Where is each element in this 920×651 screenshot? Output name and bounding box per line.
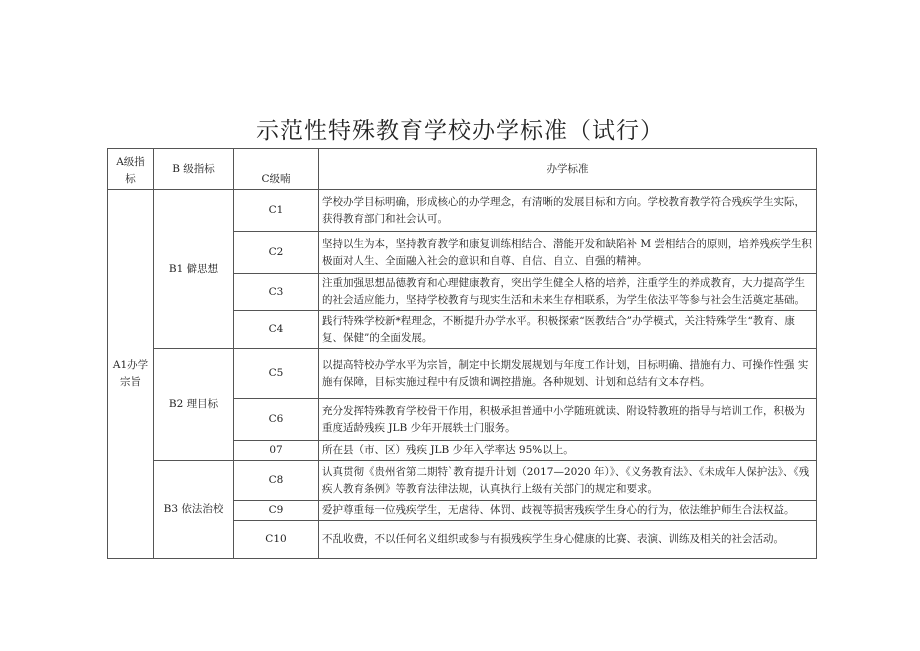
table-row <box>108 190 817 232</box>
header-row <box>108 149 817 190</box>
b-indicator-cell: B1 僻思想 <box>154 190 234 349</box>
standard-text-cell: 践行特殊学校新*程理念，不断提升办学水平。积极探索“医教结合”办学模式，关注特殊学生“教育、康复、保健”的全面发展。 <box>319 311 817 349</box>
standards-table <box>107 148 817 559</box>
c-code-cell: C2 <box>234 232 319 274</box>
standard-text-cell: 认真贯彻《贵州省第二期特`教育提升计划（2017—2020 年）》、《义务教育法》、《未成年人保护法》、《残疾人教育条例》等教育法律法规，认真执行上级有关部门的规定和要求。 <box>319 461 817 501</box>
document-title: 示范性特殊教育学校办学标准（试行） <box>256 118 664 144</box>
header-b-level: B 级指标 <box>154 149 234 190</box>
header-a-level: A级指标 <box>108 149 154 190</box>
a-indicator-cell: A1办学宗旨 <box>108 190 154 559</box>
c-code-cell: C9 <box>234 501 319 521</box>
c-code-cell: C6 <box>234 399 319 441</box>
c-code-cell: 07 <box>234 441 319 461</box>
c-code-cell: C4 <box>234 311 319 349</box>
standard-text-cell: 所在县（市、区）残疾 JLB 少年入学率达 95%以上。 <box>319 441 817 461</box>
table-row <box>108 349 817 399</box>
standard-text-cell: 不乱收费，不以任何名义组织或参与有损残疾学生身心健康的比赛、表演、训练及相关的社会活动。 <box>319 521 817 559</box>
header-c-level: C级喃 <box>234 149 319 190</box>
header-standard: 办学标准 <box>319 149 817 190</box>
standard-text-cell: 注重加强思想品德教育和心理健康教育，突出学生健全人格的培养，注重学生的养成教育，大力提高学生的社会适应能力，坚持学校教育与现实生活和未来生存相联系，为学生依法平等参与社会生活奠定基础。 <box>319 274 817 311</box>
standard-text-cell: 坚持以生为本，坚持教育教学和康复训练相结合、潜能开发和缺陷补 M 尝相结合的原则，培养残疾学生积极面对人生、全面融入社会的意识和自尊、自信、自立、自强的精神。 <box>319 232 817 274</box>
standard-text-cell: 学校办学目标明确，形成核心的办学理念，有清晰的发展目标和方向。学校教育教学符合残疾学生实际，获得教育部门和社会认可。 <box>319 190 817 232</box>
b-indicator-cell: B2 理目标 <box>154 349 234 461</box>
c-code-cell: C8 <box>234 461 319 501</box>
c-code-cell: C10 <box>234 521 319 559</box>
c-code-cell: C3 <box>234 274 319 311</box>
standard-text-cell: 爱护尊重每一位残疾学生，无虐待、体罚、歧视等损害残疾学生身心的行为，依法维护师生合法权益。 <box>319 501 817 521</box>
standard-text-cell: 以提高特校办学水平为宗旨，制定中长期发展规划与年度工作计划，目标明确、措施有力、可操作性强 实施有保障，目标实施过程中有反馈和调控措施。各种规划、计划和总结有文本存档。 <box>319 349 817 399</box>
b-indicator-cell: B3 依法治校 <box>154 461 234 559</box>
c-code-cell: C5 <box>234 349 319 399</box>
c-code-cell: C1 <box>234 190 319 232</box>
standard-text-cell: 充分发挥特殊教育学校骨干作用，积极承担普通中小学随班就读、附设特教班的指导与培训工作，积极为重度适龄残疾 JLB 少年开展轶士门服务。 <box>319 399 817 441</box>
table-row <box>108 461 817 501</box>
